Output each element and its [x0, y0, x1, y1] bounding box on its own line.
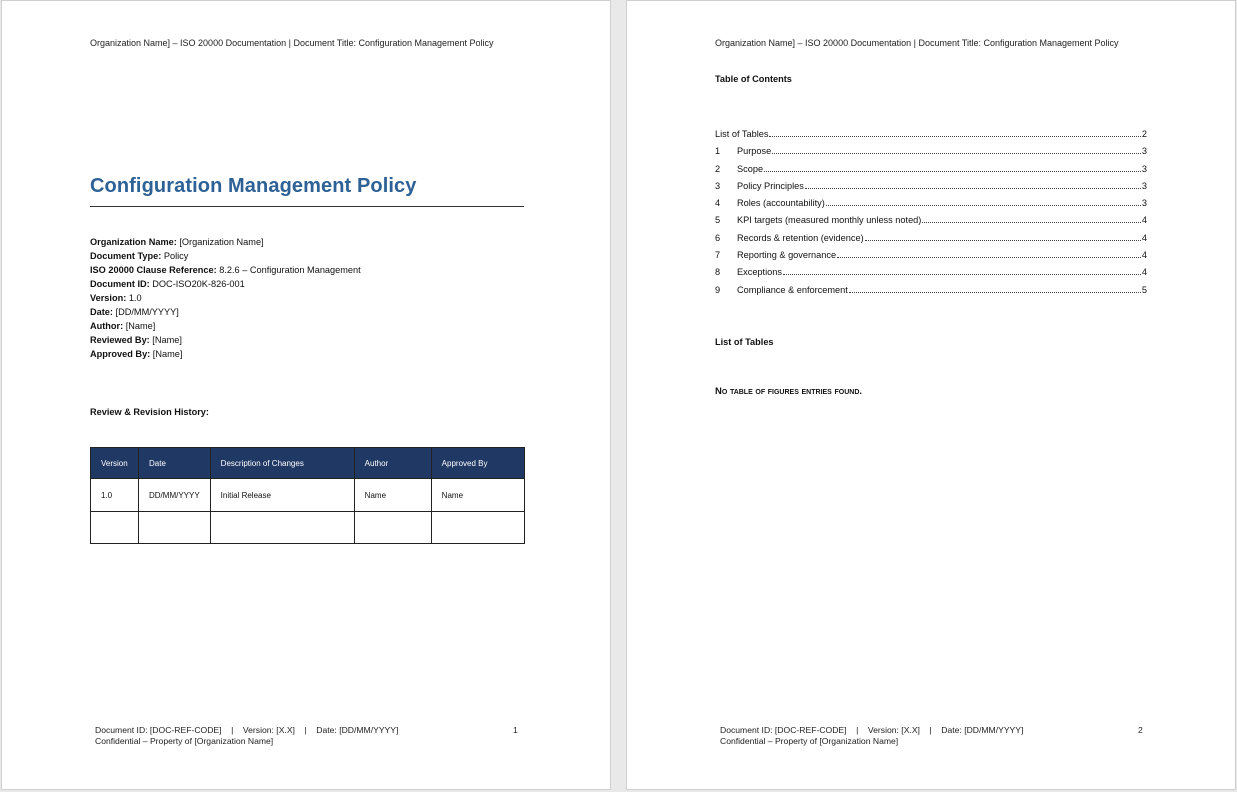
meta-version: Version: 1.0 — [90, 293, 142, 303]
footer-document-info: Document ID: [DOC-REF-CODE] | Version: [X.X] | Date: [DD/MM/YYYY] — [720, 725, 1024, 735]
page-footer — [720, 725, 1023, 747]
toc-leader — [922, 214, 1141, 223]
footer-confidential: Confidential – Property of [Organization Name] — [720, 736, 899, 746]
title-divider — [90, 206, 524, 207]
toc-leader — [837, 249, 1141, 258]
document-page-2 — [626, 0, 1236, 790]
table-row — [91, 479, 525, 512]
toc-entry[interactable]: 9 Compliance & enforcement 5 — [715, 284, 1147, 295]
table-cell — [210, 512, 354, 544]
meta-organization-name: Organization Name: [Organization Name] — [90, 237, 264, 247]
column-header: Date — [139, 448, 211, 479]
table-header-row — [91, 448, 525, 479]
revision-history-heading: Review & Revision History: — [90, 407, 209, 417]
table-cell: DD/MM/YYYY — [139, 479, 211, 512]
toc-leader — [849, 284, 1141, 293]
toc-entry[interactable]: 3 Policy Principles 3 — [715, 180, 1147, 191]
toc-leader — [805, 180, 1141, 189]
toc-entry[interactable]: 1 Purpose 3 — [715, 146, 1147, 157]
revision-history-table — [90, 447, 525, 544]
table-cell: Name — [354, 479, 431, 512]
document-metadata — [90, 235, 361, 361]
toc-entry[interactable]: 5 KPI targets (measured monthly unless noted) 4 — [715, 215, 1147, 226]
meta-document-id: Document ID: DOC-ISO20K-826-001 — [90, 279, 245, 289]
footer-confidential: Confidential – Property of [Organization Name] — [95, 736, 274, 746]
page-header: Organization Name] – ISO 20000 Documentation | Document Title: Configuration Management Policy — [715, 38, 1119, 48]
page-footer — [95, 725, 398, 747]
page-header: Organization Name] – ISO 20000 Documentation | Document Title: Configuration Management Policy — [90, 38, 494, 48]
table-cell — [91, 512, 139, 544]
toc-leader — [865, 232, 1141, 241]
table-of-contents — [715, 128, 1147, 301]
table-cell: 1.0 — [91, 479, 139, 512]
toc-leader — [783, 266, 1141, 275]
table-row — [91, 512, 525, 544]
column-header: Author — [354, 448, 431, 479]
table-cell — [431, 512, 524, 544]
page-number: 1 — [513, 725, 518, 735]
meta-approved-by: Approved By: [Name] — [90, 349, 183, 359]
meta-date: Date: [DD/MM/YYYY] — [90, 307, 179, 317]
toc-leader — [769, 128, 1140, 137]
no-entries-message: No table of figures entries found. — [715, 386, 863, 397]
toc-entry[interactable]: 6 Records & retention (evidence) 4 — [715, 232, 1147, 243]
toc-entry[interactable]: List of Tables 2 — [715, 129, 1147, 139]
table-cell — [354, 512, 431, 544]
toc-leader — [826, 197, 1141, 206]
meta-clause-reference: ISO 20000 Clause Reference: 8.2.6 – Configuration Management — [90, 265, 361, 275]
table-cell: Initial Release — [210, 479, 354, 512]
meta-author: Author: [Name] — [90, 321, 156, 331]
meta-reviewed-by: Reviewed By: [Name] — [90, 335, 182, 345]
toc-entry[interactable]: 7 Reporting & governance 4 — [715, 250, 1147, 261]
document-title: Configuration Management Policy — [90, 175, 417, 197]
table-cell: Name — [431, 479, 524, 512]
column-header: Version — [91, 448, 139, 479]
toc-entry[interactable]: 4 Roles (accountability) 3 — [715, 198, 1147, 209]
toc-leader — [764, 163, 1141, 172]
meta-document-type: Document Type: Policy — [90, 251, 189, 261]
document-page-1 — [1, 0, 611, 790]
toc-entry[interactable]: 2 Scope 3 — [715, 163, 1147, 174]
column-header: Description of Changes — [210, 448, 354, 479]
toc-leader — [772, 145, 1141, 154]
column-header: Approved By — [431, 448, 524, 479]
toc-heading: Table of Contents — [715, 74, 792, 84]
table-cell — [139, 512, 211, 544]
page-number: 2 — [1138, 725, 1143, 735]
footer-document-info: Document ID: [DOC-REF-CODE] | Version: [X.X] | Date: [DD/MM/YYYY] — [95, 725, 399, 735]
list-of-tables-heading: List of Tables — [715, 337, 774, 347]
toc-entry[interactable]: 8 Exceptions 4 — [715, 267, 1147, 278]
